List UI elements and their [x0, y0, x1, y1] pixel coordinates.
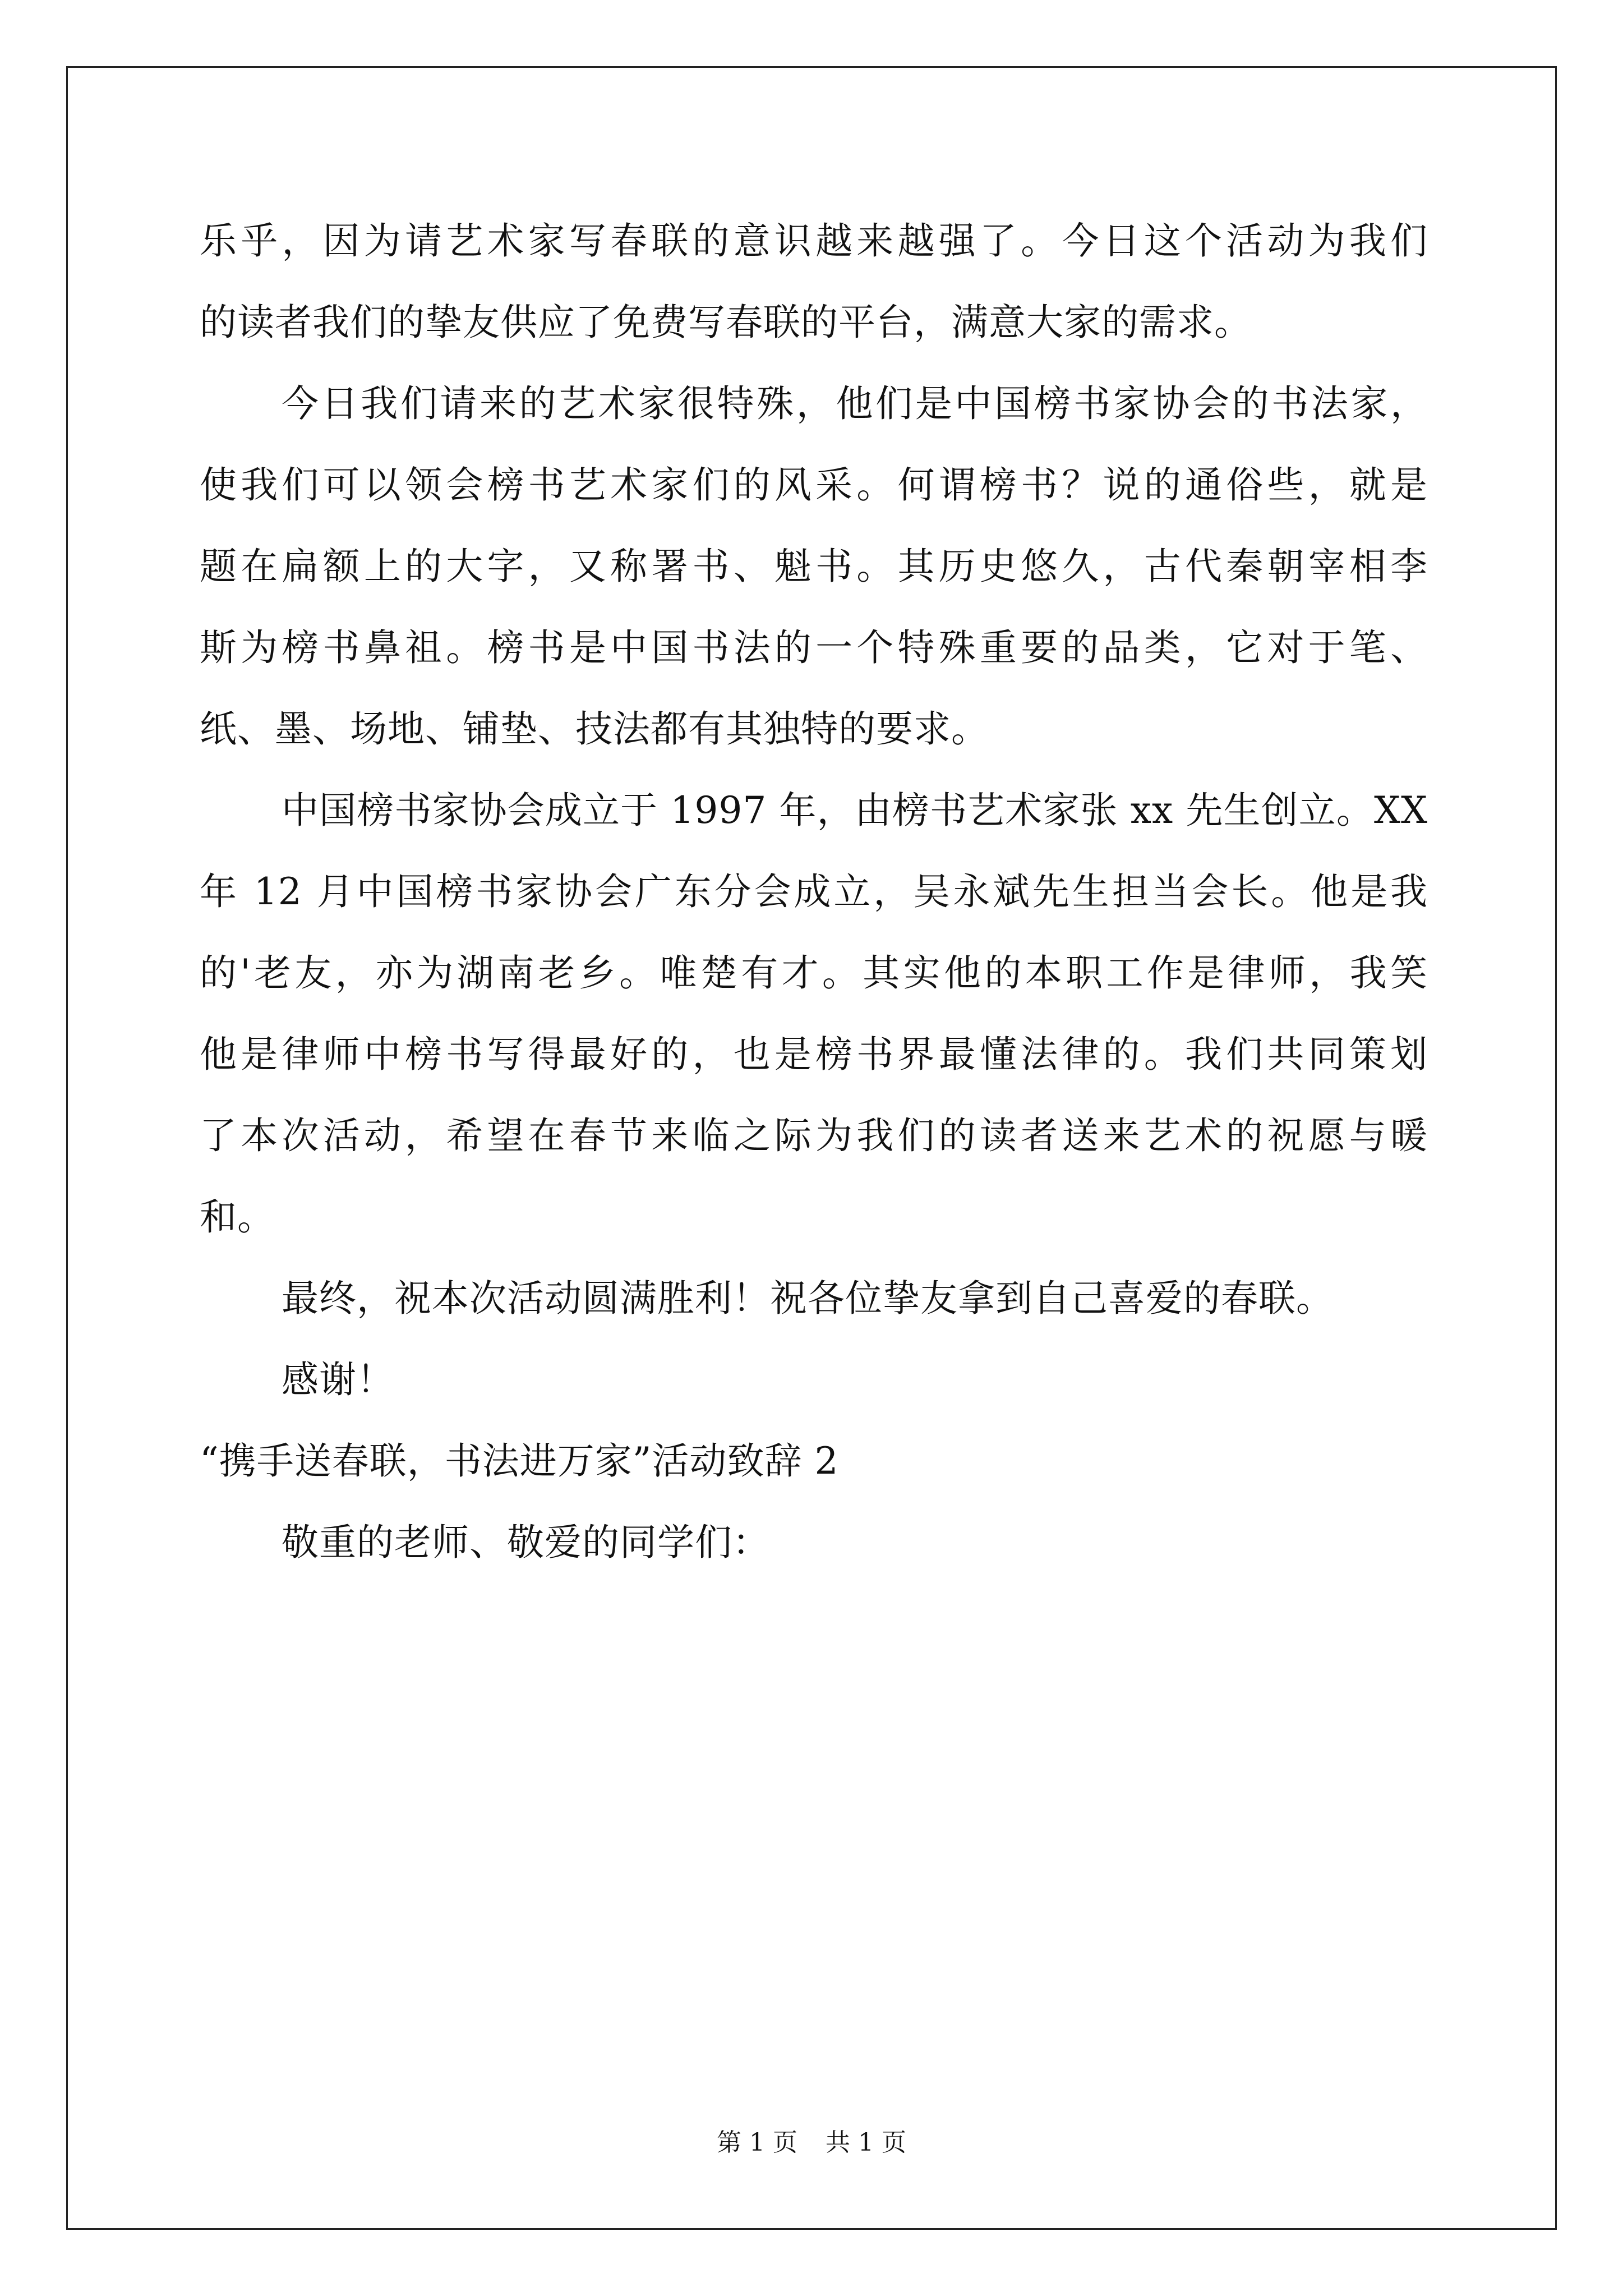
text-line: 年 12 月中国榜书家协会广东分会成立，吴永斌先生担当会长。他是我	[200, 870, 1428, 913]
section-heading: “携手送春联，书法进万家”活动致辞 2	[200, 1439, 839, 1483]
paragraph-start-line: 今日我们请来的艺术家很特殊，他们是中国榜书家协会的书法家，	[282, 382, 1428, 425]
text-line: 斯为榜书鼻祖。榜书是中国书法的一个特殊重要的品类，它对于笔、	[200, 626, 1428, 669]
text-line: 了本次活动，希望在春节来临之际为我们的读者送来艺术的祝愿与暖	[200, 1114, 1428, 1157]
paragraph-start-line: 中国榜书家协会成立于 1997 年，由榜书艺术家张 xx 先生创立。XX	[282, 789, 1428, 832]
page-total: 共 1 页	[826, 2128, 906, 2157]
text-line: 的'老友，亦为湖南老乡。唯楚有才。其实他的本职工作是律师，我笑	[200, 951, 1428, 995]
text-line: 纸、墨、场地、铺垫、技法都有其独特的要求。	[200, 707, 989, 751]
text-line: 使我们可以领会榜书艺术家们的风采。何谓榜书？说的通俗些，就是	[200, 463, 1428, 507]
text-line: 题在扁额上的大字，又称署书、魁书。其历史悠久，古代秦朝宰相李	[200, 545, 1428, 588]
text-line: 和。	[200, 1195, 275, 1239]
paragraph-start-line: 最终，祝本次活动圆满胜利！祝各位挚友拿到自己喜爱的春联。	[282, 1277, 1334, 1320]
paragraph-start-line: 感谢！	[282, 1358, 394, 1401]
page-footer	[0, 2126, 1623, 2160]
text-line: 他是律师中榜书写得最好的，也是榜书界最懂法律的。我们共同策划	[200, 1033, 1428, 1076]
salutation-line: 敬重的老师、敬爱的同学们：	[282, 1521, 770, 1564]
text-line: 的读者我们的挚友供应了免费写春联的平台，满意大家的需求。	[200, 301, 1252, 344]
page-number: 第 1 页	[717, 2128, 797, 2157]
text-line: 乐乎，因为请艺术家写春联的意识越来越强了。今日这个活动为我们	[200, 219, 1428, 263]
